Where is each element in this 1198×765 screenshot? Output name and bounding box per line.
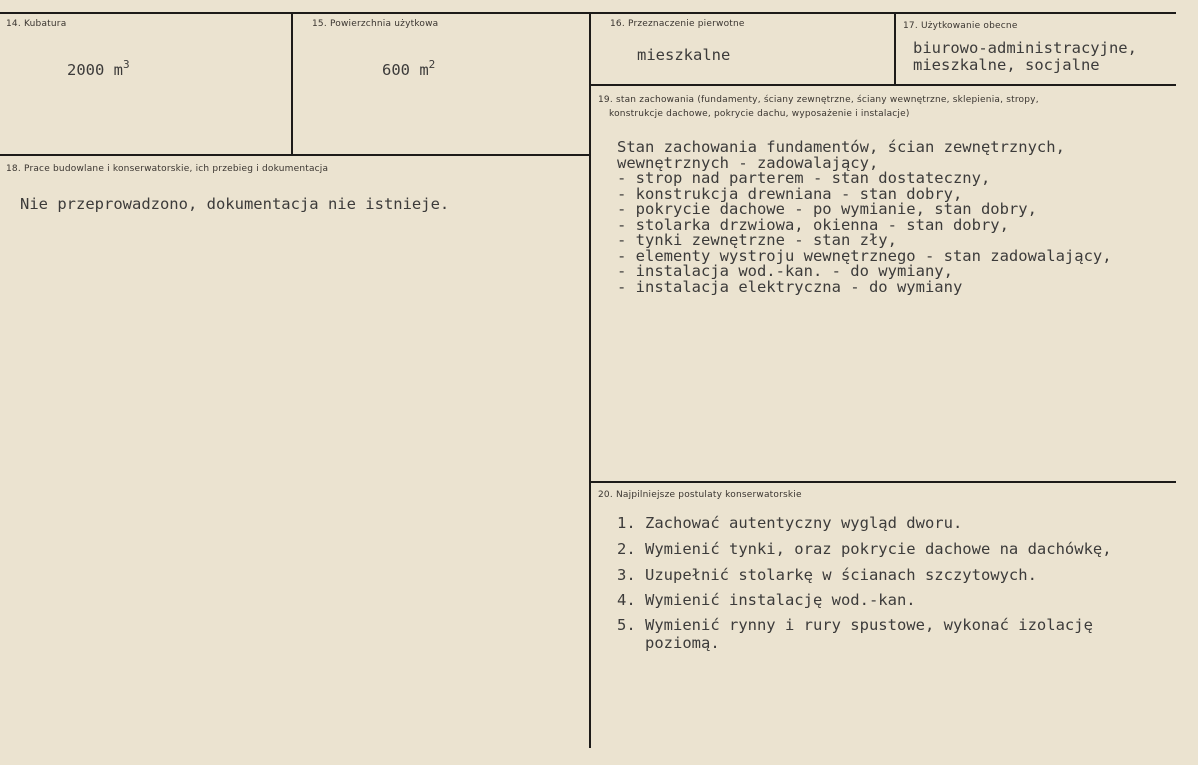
- field-19-condition-list: [617, 140, 1112, 295]
- main-vertical-divider: [589, 12, 591, 748]
- postulate-item: 3. Uzupełnić stolarkę w ścianach szczytowych.: [617, 566, 1037, 584]
- field-17-value-line2: mieszkalne, socjalne: [913, 56, 1100, 74]
- postulate-item: 4. Wymienić instalację wod.-kan.: [617, 591, 916, 609]
- divider-19-20: [589, 481, 1176, 483]
- field-14-exponent: 3: [123, 58, 130, 71]
- field-18-label: 18. Prace budowlane i konserwatorskie, ich przebieg i dokumentacja: [6, 164, 329, 174]
- condition-line: - pokrycie dachowe - po wymianie, stan dobry,: [617, 200, 1037, 218]
- top-border-line: [0, 12, 1176, 14]
- divider-14-18: [0, 154, 591, 156]
- field-20-label: 20. Najpilniejsze postulaty konserwatorskie: [598, 490, 802, 500]
- field-15-exponent: 2: [428, 58, 436, 71]
- field-14-label: 14. Kubatura: [6, 19, 67, 29]
- condition-line: wewnętrznych - zadowalający,: [617, 153, 879, 172]
- field-16-label: 16. Przeznaczenie pierwotne: [610, 19, 745, 29]
- field-15-value: 600 $m^2$: [382, 58, 436, 79]
- condition-line: Stan zachowania fundamentów, ścian zewnętrznych,: [617, 138, 1065, 156]
- condition-line: - elementy wystroju wewnętrznego - stan zadowalający,: [617, 246, 1112, 265]
- field-14-value: 2000 $m^3$: [67, 58, 130, 79]
- divider-16-17: [894, 12, 896, 84]
- field-19-label-line1: 19. stan zachowania (fundamenty, ściany zewnętrzne, ściany wewnętrzne, sklepienia, stropy,: [598, 95, 1039, 105]
- field-19-label-line2: konstrukcje dachowe, pokrycie dachu, wyposażenie i instalacje): [609, 109, 910, 119]
- postulate-item: 1. Zachować autentyczny wygląd dworu.: [617, 514, 963, 532]
- field-16-value: mieszkalne: [637, 46, 731, 64]
- condition-line: - tynki zewnętrzne - stan zły,: [617, 231, 897, 249]
- postulate-item: 5. Wymienić rynny i rury spustowe, wykonać izolację: [617, 616, 1093, 634]
- divider-16-19: [589, 84, 1176, 86]
- field-15-label: 15. Powierzchnia użytkowa: [312, 19, 439, 29]
- condition-line: - strop nad parterem - stan dostateczny,: [617, 169, 991, 187]
- postulate-item: 2. Wymienić tynki, oraz pokrycie dachowe na dachówkę,: [617, 540, 1112, 558]
- condition-line: - instalacja elektryczna - do wymiany: [617, 277, 963, 296]
- field-17-label: 17. Użytkowanie obecne: [903, 21, 1018, 31]
- postulate-item: poziomą.: [617, 634, 720, 652]
- field-17-value-line1: biurowo-administracyjne,: [913, 39, 1137, 57]
- condition-line: - instalacja wod.-kan. - do wymiany,: [617, 262, 953, 280]
- divider-14-15: [291, 12, 293, 155]
- condition-line: - konstrukcja drewniana - stan dobry,: [617, 184, 963, 203]
- condition-line: - stolarka drzwiowa, okienna - stan dobry,: [617, 215, 1009, 234]
- field-18-value: Nie przeprowadzono, dokumentacja nie istnieje.: [20, 195, 450, 213]
